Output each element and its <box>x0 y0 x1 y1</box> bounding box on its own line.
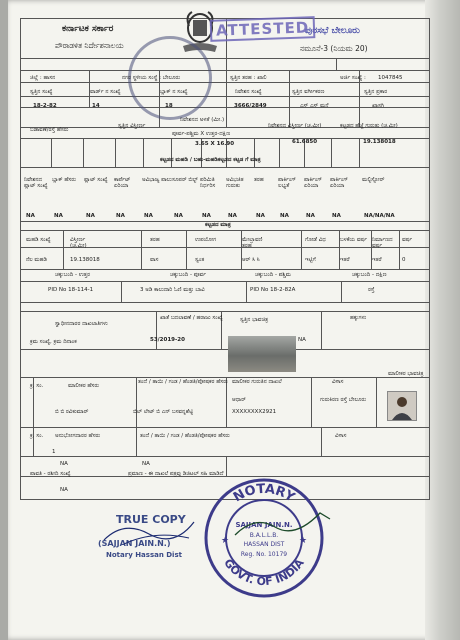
khata-change-header: ಖಾತೆ ಬದಲಾವಣೆ / ಹರಾಜು ಸಂಖ್ಯೆ <box>160 315 223 321</box>
ward-number: 14 <box>92 103 100 109</box>
serial-date-header: ಕ್ರಮ ಸಂಖ್ಯೆ, ಕ್ರಮ ದಿನಾಂಕ <box>30 339 77 345</box>
floors-header-cell: ಪಾರ್ಕಿಂಗ್ ಏರಿಯಾ <box>330 177 349 189</box>
true-copy-text: TRUE COPY <box>116 513 186 526</box>
rights-header: ಹಕ್ಕುಗಳು <box>350 315 367 321</box>
floors-value-cell: NA <box>174 213 183 219</box>
building-value-cell: ಇಟ್ಟಿಗೆ <box>305 257 316 263</box>
true-copy-stamp <box>94 500 206 572</box>
building-section-title: ಕಟ್ಟಡದ ಮಾತ್ರ <box>205 222 231 228</box>
building-header-cell: ತರಹ <box>150 237 160 243</box>
west-boundary: PID No 18-2-82A <box>250 287 296 293</box>
classification-header: ಸ್ವತ್ತಿನ ವರ್ಗೀಕರಣ <box>292 89 325 95</box>
floors-header-cell: ಅವಿಭಜಿತ ಗುರುತು <box>226 177 244 189</box>
property-kind-header: ಸ್ವತ್ತಿನ ಪ್ರಕಾರ <box>364 89 388 95</box>
owner-address-header: ವಿಳಾಸ <box>332 379 344 385</box>
owner-address: ಗುರುಕಿರಣ ರಸ್ತೆ ಬೇಲೂರು <box>320 397 367 403</box>
digital-sign-note: ಪ್ರಮಾಣ - ಈ ದಾಖಲೆ ಪತ್ರವು ಡಿಜಿಟಲ್ ಸಹಿ ಮಾಡಿದೆ <box>128 471 224 477</box>
property-number-header: ಸ್ವತ್ತಿನ ಸಂಖ್ಯೆ <box>30 89 53 95</box>
govt-title: ಕರ್ನಾಟಕ ಸರ್ಕಾರ <box>62 24 114 34</box>
receipt-value: NA <box>60 487 68 493</box>
floors-value-cell: NA <box>332 213 341 219</box>
west-boundary-label: ಚಕ್ಕುಬಂದಿ - ಪಶ್ಚಿಮ <box>255 272 292 278</box>
notary-city: HASSAN DIST <box>243 541 285 548</box>
owner-documents-header: ಸ್ವಾಧೀನದಾರರ ದಾಖಲಾತಿಗಳು <box>55 321 108 327</box>
application-number-label: ಅರ್ಜಿ ಸಂಖ್ಯೆ : <box>340 75 366 81</box>
south-boundary: ರಸ್ತೆ <box>368 287 375 293</box>
floors-value-cell: NA <box>228 213 237 219</box>
building-header-cell: ವಿಸ್ತೀರ್ಣ (ಚ.ಮೀ) <box>70 237 87 249</box>
signature-icon <box>94 500 206 572</box>
property-number: 18-2-82 <box>33 103 57 109</box>
building-value-cell: ಆರ್ ಸಿ ಸಿ <box>242 257 260 263</box>
occupant-address-header: ವಿಳಾಸ <box>335 433 347 439</box>
district-label: ಜಿಲ್ಲೆ : ಹಾಸನ <box>30 75 56 81</box>
occupant-relative-header: ತಂದೆ / ತಾಯಿ / ಗಂಡ / ಹೆಂಡತಿ/ಪೋಷಕರ ಹೆಸರು <box>140 433 230 439</box>
building-value-cell: ವಾಸ <box>150 257 159 263</box>
footprint-header: ಕಟ್ಟಡದ ಹೆಜ್ಜೆ ಗುರುತು (ಚ.ಮೀ) <box>340 123 398 129</box>
floors-header-cell: ತರಹ <box>254 177 264 183</box>
floors-value-cell: NA <box>26 213 35 219</box>
east-boundary-label: ಚಕ್ಕುಬಂದಿ - ಪೂರ್ವ <box>170 272 207 278</box>
attested-stamp: ATTESTED <box>210 16 316 42</box>
site-number-header: ನಿವೇಶನ ಸಂಖ್ಯೆ <box>235 89 262 95</box>
floors-section-title: ಕಟ್ಟಡದ ಮಹಡಿ / ಬಹು-ಮಹಡಿಕಟ್ಟಡದ ಕಟ್ಟಡ ಗೆ ಮಾತ್ರ <box>160 157 261 163</box>
owner-id-header: ಮಾಲೀಕರ ಗುರುತಿನ ದಾಖಲೆ <box>232 379 282 385</box>
owner-name: ಬಿ ಬಿ ರವಿಕುಮಾರ್ <box>55 409 89 415</box>
building-value-cell: ಇತರೆ <box>372 257 382 263</box>
building-header-cell: ವರ್ಷ <box>402 237 413 243</box>
floors-header-cell: ಮಲ್ಟಿಸ್ಟೋರ್ <box>362 177 385 183</box>
owner-id-type: ಆಧಾರ್ <box>232 397 246 403</box>
building-header-cell: ಗೋಡೆ ವಿಧ <box>305 237 326 243</box>
building-header-cell: ನಿರ್ಮಾಣದ ವರ್ಷ <box>372 237 393 249</box>
floors-value-cell: NA <box>116 213 125 219</box>
property-kind: ಖಾಸಗಿ <box>372 103 384 109</box>
occupant-name-header: ಅನುಭೋಗದಾರರ ಹೆಸರು <box>55 433 101 439</box>
notary-signature-icon <box>230 505 340 545</box>
property-type: ಸ್ವತ್ತಿನ ತರಹ : ಖಾಲಿ <box>230 75 267 81</box>
floors-header-cell: ಪಾರ್ಕಿಂಗ್ ಏರಿಯಾ <box>304 177 323 189</box>
direction-header: ಪೂರ್ವ-ಪಶ್ಚಿಮ X ಉತ್ತರ-ದಕ್ಷಿಣ <box>172 131 231 137</box>
building-value-cell: ನೆಲ ಮಹಡಿ <box>26 257 47 263</box>
site-dimension-header: ನಿವೇಶನದ ಅಳತೆ (ಮೀ.) <box>180 117 225 123</box>
person-icon <box>388 392 416 420</box>
block-number: 18 <box>165 103 173 109</box>
south-boundary-label: ಚಕ್ಕುಬಂದಿ - ದಕ್ಷಿಣ <box>352 272 387 278</box>
paper-stack-edge <box>425 0 460 640</box>
floors-header-cell: ನಿವೇಶನದ ಪ್ಲಾಟ್ ಸಂಖ್ಯೆ <box>24 177 48 189</box>
property-photo-header: ಸ್ವತ್ತಿನ ಭಾವಚಿತ್ರ <box>240 317 269 323</box>
building-header-cell: ಮಹಡಿ ಸಂಖ್ಯೆ <box>26 237 51 243</box>
layout-road-header: ಬಡಾವಣೆ/ರಸ್ತೆ ಹೆಸರು <box>30 127 69 133</box>
directorate-subtitle: ಪೌರಾಡಳಿತ ನಿರ್ದೇಶನಾಲಯ <box>55 41 124 50</box>
owner-relative: ಬಿಲ್ ಲೇಟ್ ಬಿ ಎನ್ ಬಸವನ್ನಶೆಟ್ಟಿ <box>133 409 194 415</box>
owner-photo-header: ಮಾಲೀಕರ ಭಾವಚಿತ್ರ <box>388 371 424 377</box>
occupant-serial-header: ಕ್ರ. ಸಂ. <box>30 433 44 439</box>
block-number-header: ಬ್ಲಾಕ್ ನ ಸಂಖ್ಯೆ <box>160 89 188 95</box>
building-header-cell: ಮೇಲ್ಛಾವಣಿ ತರಹ <box>242 237 263 249</box>
site-number: 3666/2849 <box>234 103 267 109</box>
owner-name-header: ಮಾಲೀಕರ ಹೆಸರು <box>68 383 100 389</box>
site-area-header: ನಿವೇಶನದ ವಿಸ್ತೀರ್ಣ (ಚ.ಮೀ) <box>268 123 322 129</box>
occupant-serial: 1 <box>52 449 56 455</box>
floors-header-cell: ಪರಿಮಿತಿ ನಿರ್ಧರಿಸ <box>200 177 216 189</box>
star-icon: ★ <box>299 536 308 546</box>
floors-header-cell: ಫ್ಲಾಟ್ ಸಂಖ್ಯೆ <box>84 177 108 183</box>
north-boundary-label: ಚಕ್ಕುಬಂದಿ - ಉತ್ತರ <box>55 272 91 278</box>
notary-registration: Reg. No. 10179 <box>240 551 288 558</box>
occupant-relative: NA <box>142 461 150 467</box>
floors-value-cell: NA <box>306 213 315 219</box>
property-photo <box>228 336 296 372</box>
site-area: 61.6850 <box>292 139 318 145</box>
north-boundary: PID No 18-114-1 <box>48 287 94 293</box>
form-number: ನಮೂನೆ-3 (ನಿಯಮ 20) <box>300 44 368 53</box>
building-value-cell: ಇತರೆ <box>340 257 350 263</box>
notary-name: SAJJAN JAIN.N. <box>235 521 293 529</box>
true-copy-role: Notary Hassan Dist <box>106 551 182 559</box>
application-number: 1047845 <box>378 75 403 81</box>
khata-change-number: 53/2019-20 <box>150 337 185 343</box>
star-icon: ★ <box>221 536 230 546</box>
building-value-cell: 19.138018 <box>70 257 100 263</box>
floors-value-cell: NA <box>54 213 63 219</box>
notary-top-text: NOTARY <box>230 481 298 506</box>
floors-header-cell: ಅವಿಭಾಜ್ಯ ಪಾಲು <box>142 177 172 183</box>
ward-number-header: ವಾರ್ಡ್ ನ ಸಂಖ್ಯೆ <box>90 89 121 95</box>
floors-value-cell: NA <box>256 213 265 219</box>
town-label: ನಗರ ಸ್ಥಳೀಯ ಸಂಸ್ಥೆ : ಬೇಲೂರು <box>122 75 181 81</box>
occupant-name: NA <box>60 461 68 467</box>
east-boundary: 3 ಅಡಿ ಕಾಲುದಾರಿ ಓಣಿ ಮತ್ತು ಬಾವಿ <box>140 287 205 293</box>
building-value-cell: 0 <box>402 257 406 263</box>
floors-value-cell: NA/NA/NA <box>364 213 395 219</box>
true-copy-name: (SAJJAN JAIN.N.) <box>98 539 171 548</box>
floors-value-cell: NA <box>280 213 289 219</box>
building-value-cell: ಸ್ವಂತ <box>195 257 205 263</box>
footprint: 19.138018 <box>363 139 396 145</box>
floors-value-cell: NA <box>144 213 153 219</box>
floors-header-cell: ಕಾರ್ಪೆಟ್ ಏರಿಯಾ <box>114 177 131 189</box>
owner-photo <box>387 391 417 421</box>
building-header-cell: ಉಪಯೋಗ <box>195 237 217 243</box>
floors-header-cell: ಬ್ಲಾಕ್ ಹೆಸರು <box>52 177 76 183</box>
floors-header-cell: ಸೂಪರ್ ಬಿಲ್ಟ್ <box>172 177 198 183</box>
rights-value: NA <box>298 337 306 343</box>
owner-id-number: XXXXXXXX2921 <box>232 409 277 415</box>
floors-value-cell: NA <box>202 213 211 219</box>
site-dimension: 3.65 X 16.90 <box>195 141 235 147</box>
receipt-label: ಪಾವತಿ - ರಶೀದಿ ಸಂಖ್ಯೆ <box>30 471 71 477</box>
owner-serial-header: ಕ್ರ. ಸಂ. <box>30 383 44 389</box>
owner-relative-header: ತಂದೆ / ತಾಯಿ / ಗಂಡ / ಹೆಂಡತಿ/ಪೋಷಕರ ಹೆಸರು <box>138 379 228 385</box>
classification: ಎಸ್ ಎಸ್ ಮನೆ <box>300 103 329 109</box>
notary-bottom-text: GOVT. OF INDIA <box>221 556 307 589</box>
area-header: ಸ್ವತ್ತಿನ ವಿಸ್ತೀರ್ಣ <box>118 123 146 129</box>
notary-qualification: B.A.L.L.B. <box>249 532 279 539</box>
floors-header-cell: ಪಾರ್ಕಿಂಗ್ ಲಭ್ಯತೆ <box>278 177 297 189</box>
building-header-cell: ಬಳಕೆಯ ವರ್ಷ <box>340 237 367 243</box>
floors-value-cell: NA <box>86 213 95 219</box>
svg-text:GOVT. OF INDIA <box>221 556 307 588</box>
municipality-title: ಪುರಸಭೆ ಬೇಲೂರು <box>305 26 360 36</box>
